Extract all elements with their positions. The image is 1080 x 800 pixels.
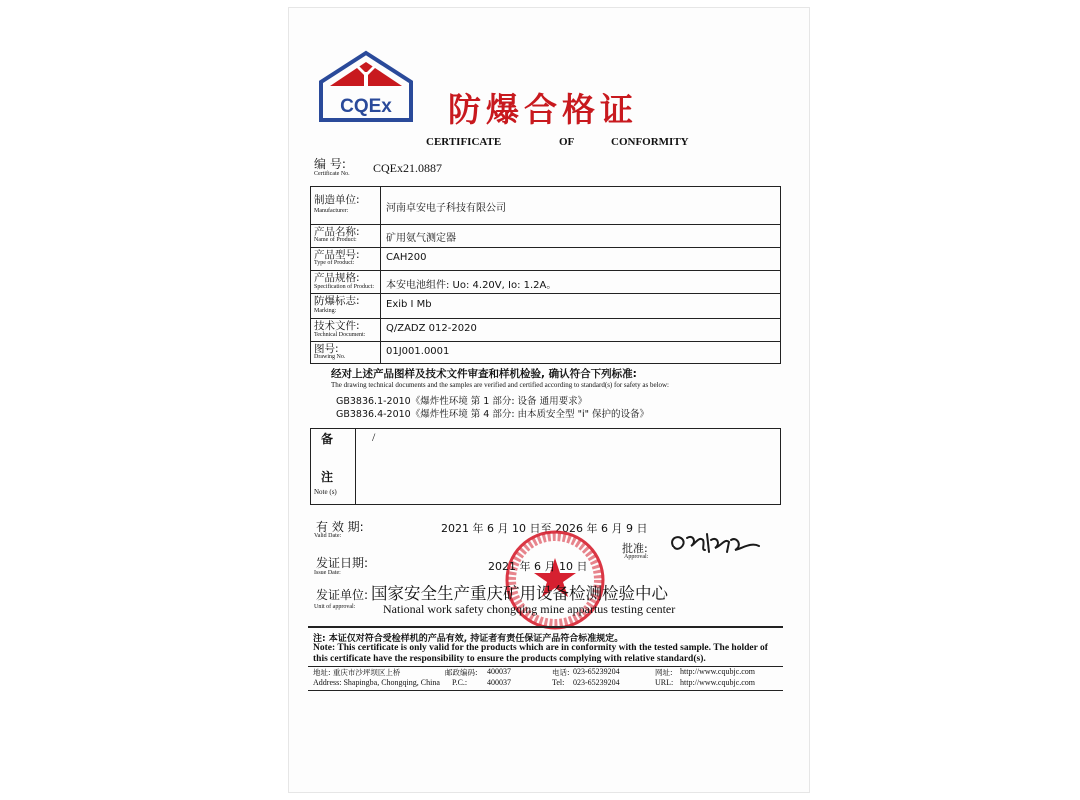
footer-web-link-2[interactable]: http://www.cqubjc.com bbox=[680, 678, 756, 687]
field-label-specification: 产品规格: bbox=[314, 272, 360, 284]
notes-label-cn-2: 注 bbox=[321, 470, 334, 484]
validity-label-en: Valid Date: bbox=[314, 533, 342, 539]
unit-value-cn: 国家安全生产重庆矿用设备检测检验中心 bbox=[371, 584, 668, 603]
field-label-en-product-name: Name of Product: bbox=[314, 237, 357, 243]
footer-tel-label-en: Tel: bbox=[552, 678, 565, 687]
footer-divider bbox=[308, 626, 783, 628]
cert-no-value: CQEx21.0887 bbox=[373, 161, 442, 175]
field-label-product-type: 产品型号: bbox=[314, 249, 360, 261]
footer-postcode-value-1: 400037 bbox=[487, 667, 511, 676]
field-label-manufacturer: 制造单位: bbox=[314, 194, 360, 206]
notes-box bbox=[310, 428, 781, 505]
title-en-certificate: CERTIFICATE bbox=[426, 136, 502, 148]
field-label-en-drawing-no: Drawing No. bbox=[314, 354, 346, 360]
approval-label-en: Approval: bbox=[624, 554, 649, 560]
field-value-manufacturer: 河南卓安电子科技有限公司 bbox=[386, 203, 506, 214]
table-divider bbox=[380, 186, 381, 363]
unit-label-en: Unit of approval: bbox=[314, 604, 356, 610]
footer-web-label-en: URL: bbox=[655, 678, 674, 687]
field-label-en-specification: Specification of Product: bbox=[314, 284, 374, 290]
footer-note-cn: 注: 本证仅对符合受检样机的产品有效, 持证者有责任保证产品符合标准规定。 bbox=[313, 634, 624, 644]
field-value-marking: Exib I Mb bbox=[386, 299, 432, 310]
title-en-conformity: CONFORMITY bbox=[611, 136, 689, 148]
footer-tel-label-cn: 电话: bbox=[552, 668, 570, 677]
field-value-technical-document: Q/ZADZ 012-2020 bbox=[386, 323, 477, 334]
field-value-product-type: CAH200 bbox=[386, 252, 427, 263]
issue-value: 2021 年 6 月 10 日 bbox=[488, 560, 588, 573]
standards-intro-cn: 经对上述产品图样及技术文件审查和样机检验, 确认符合下列标准: bbox=[331, 368, 637, 380]
validity-value: 2021 年 6 月 10 日至 2026 年 6 月 9 日 bbox=[441, 522, 648, 535]
title-cn: 防爆合格证 bbox=[448, 90, 638, 129]
field-value-drawing-no: 01J001.0001 bbox=[386, 346, 450, 357]
field-label-marking: 防爆标志: bbox=[314, 295, 360, 307]
cqex-logo bbox=[318, 50, 414, 122]
notes-value: / bbox=[372, 430, 376, 444]
cert-no-label-cn: 编 号: bbox=[314, 157, 346, 171]
footer-tel-value-2: 023-65239204 bbox=[573, 678, 620, 687]
cert-no-label-en: Certificate No. bbox=[314, 171, 350, 177]
unit-label-cn: 发证单位: bbox=[316, 588, 369, 602]
field-value-product-name: 矿用氨气测定器 bbox=[386, 233, 456, 244]
issue-label-cn: 发证日期: bbox=[316, 556, 369, 570]
footer-postcode-value-2: 400037 bbox=[487, 678, 511, 687]
standards-intro-en: The drawing technical documents and the samples are verified and certified according to standard(s) for safety as below: bbox=[331, 381, 670, 389]
field-label-drawing-no: 图号: bbox=[314, 343, 339, 355]
unit-value-en: National work safety chongqing mine appartus testing center bbox=[383, 602, 676, 616]
notes-label-cn-1: 备 bbox=[321, 432, 334, 446]
footer-postcode-label-en: P.C.: bbox=[452, 678, 468, 687]
validity-label-cn: 有 效 期: bbox=[316, 520, 364, 534]
field-label-en-marking: Marking: bbox=[314, 308, 337, 314]
field-value-specification: 本安电池组件: Uo: 4.20V, Io: 1.2A。 bbox=[386, 280, 557, 291]
field-label-product-name: 产品名称: bbox=[314, 226, 360, 238]
footer-note-en: Note: This certificate is only valid for the products which are in conformity with the tested sample. The holder of this certificate have the responsibility to ensure the products complying with relative standard(s). bbox=[313, 643, 768, 664]
footer-address-en: Address: Shapingba, Chongqing, China bbox=[313, 678, 440, 687]
title-en-of: OF bbox=[559, 136, 575, 148]
approval-signature bbox=[665, 528, 765, 560]
logo-text: CQEx bbox=[340, 96, 392, 117]
footer-postcode-label-cn: 邮政编码: bbox=[445, 668, 478, 677]
approval-label-cn: 批准: bbox=[622, 542, 648, 555]
footer-web-link-1[interactable]: http://www.cqubjc.com bbox=[680, 667, 756, 676]
footer-address-cn: 地址: 重庆市沙坪坝区上桥 bbox=[313, 668, 401, 677]
footer-web-label-cn: 网址: bbox=[655, 668, 673, 677]
field-label-en-product-type: Type of Product: bbox=[314, 260, 355, 266]
field-label-en-manufacturer: Manufacturer: bbox=[314, 208, 349, 214]
issue-label-en: Issue Date: bbox=[314, 570, 341, 576]
standard-item-2: GB3836.4-2010《爆炸性环境 第 4 部分: 由本质安全型 "i" 保护的设备》 bbox=[336, 409, 649, 420]
footer-tel-value-1: 023-65239204 bbox=[573, 667, 620, 676]
notes-label-en: Note (s) bbox=[314, 488, 337, 496]
standard-item-1: GB3836.1-2010《爆炸性环境 第 1 部分: 设备 通用要求》 bbox=[336, 396, 588, 407]
field-label-technical-document: 技术文件: bbox=[314, 320, 360, 332]
field-label-en-technical-document: Technical Document: bbox=[314, 332, 366, 338]
